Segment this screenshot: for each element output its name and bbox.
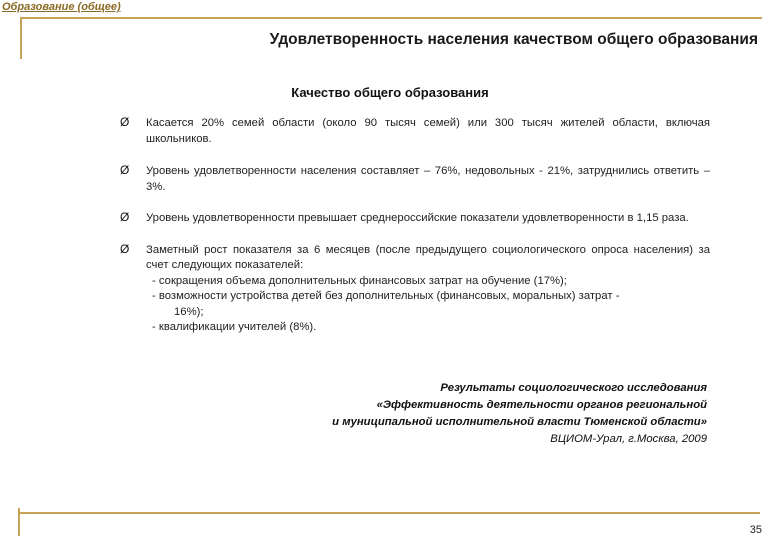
source-line: ВЦИОМ-Урал, г.Москва, 2009 [550,433,707,445]
bullet-list [120,116,710,336]
bullet-item [120,243,710,336]
bullet-item [120,164,710,195]
bullet-text: Заметный рост показателя за 6 месяцев (после предыдущего социологического опроса населения) за счет следующих показателей: [146,243,710,271]
arrow-bullet-icon: Ø [120,163,130,177]
source-citation [332,380,707,448]
arrow-bullet-icon: Ø [120,210,130,224]
bullet-subline: - квалификации учителей (8%). [152,321,317,333]
slide-title: Удовлетворенность населения качеством общего образования [269,31,758,48]
bullet-subline: 16%); [174,305,204,318]
source-line: Результаты социологического исследования [440,382,707,394]
bullet-subline: - возможности устройства детей без дополнительных (финансовых, моральных) затрат - [152,290,620,302]
footer-divider [20,512,760,514]
page-number: 35 [749,524,762,536]
source-line: «Эффективность деятельности органов региональной [376,399,707,411]
bullet-subline: - сокращения объема дополнительных финансовых затрат на обучение (17%); [152,274,567,287]
bullet-text: Уровень удовлетворенности превышает среднероссийские показатели удовлетворенности в 1,15 раза. [146,212,689,224]
arrow-bullet-icon: Ø [120,241,130,256]
arrow-bullet-icon: Ø [120,115,130,129]
bullet-item [120,116,710,147]
bullet-text: Касается 20% семей области (около 90 тысяч семей) или 300 тысяч жителей области, включая школьников. [146,117,710,145]
content-subtitle: Качество общего образования [291,85,489,100]
section-tag[interactable]: Образование (общее) [2,1,121,13]
bullet-text: Уровень удовлетворенности населения составляет – 76%, недовольных - 21%, затруднились ответить – 3%. [146,165,710,193]
bullet-item [120,211,710,227]
source-line: и муниципальной исполнительной власти Тюменской области» [332,416,707,428]
